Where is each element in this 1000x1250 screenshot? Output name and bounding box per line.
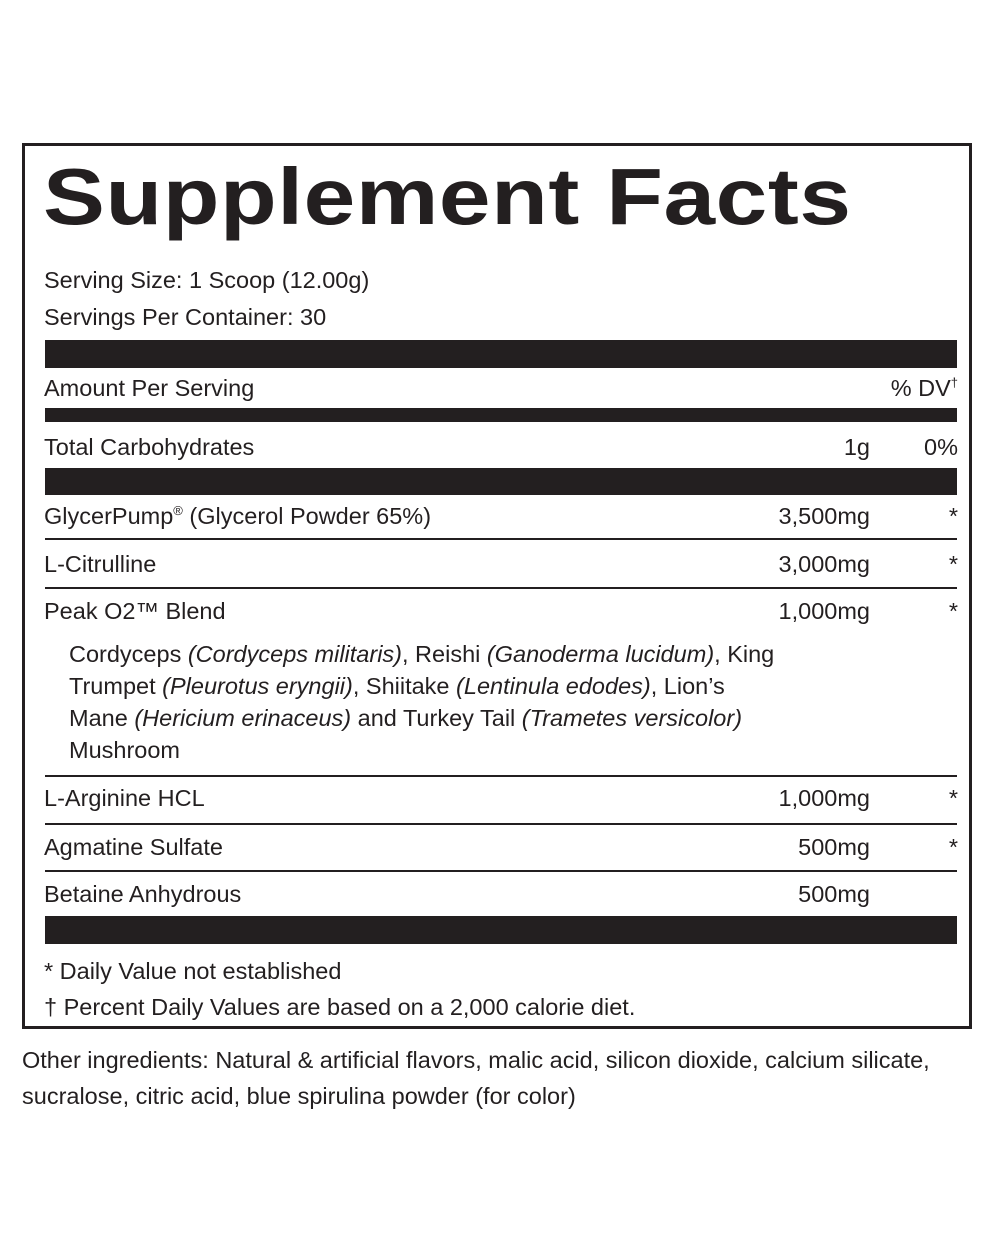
blend-part-latin: (Hericium erinaceus) [134, 705, 352, 731]
ingredient-row [44, 596, 958, 626]
blend-description [69, 638, 789, 766]
amount-header-row [44, 373, 958, 403]
ingredient-name: Peak O2™ Blend [44, 598, 226, 624]
blend-part-latin: (Cordyceps militaris) [187, 641, 402, 667]
blend-part: , Lion’s Mane [69, 673, 725, 731]
ingredient-amount: 1,000mg [778, 598, 870, 624]
row-divider [45, 823, 957, 825]
servings-per-container: Servings Per Container: 30 [44, 304, 327, 330]
carbs-dv: 0% [924, 434, 958, 460]
blend-part-latin: (Lentinula edodes) [456, 673, 651, 699]
dv-header [891, 373, 958, 403]
ingredient-amount: 3,500mg [778, 503, 870, 529]
dv-dagger: † [950, 375, 958, 391]
blend-part-latin: (Pleurotus eryngii) [162, 673, 353, 699]
ingredient-name: L-Citrulline [44, 551, 157, 577]
blend-part: , Reishi [402, 641, 487, 667]
ingredient-name [44, 501, 431, 531]
blend-part: , Shiitake [352, 673, 457, 699]
blend-part: Cordyceps [69, 641, 188, 667]
ingredient-dv: * [948, 503, 958, 529]
blend-part: , King Trumpet [69, 641, 775, 699]
ingredient-amount: 1,000mg [778, 785, 870, 811]
supplement-facts-panel [22, 143, 972, 1029]
row-divider [45, 587, 957, 589]
serving-size: Serving Size: 1 Scoop (12.00g) [44, 267, 370, 293]
thick-divider-top [45, 340, 957, 368]
footnote-percent-dv: † Percent Daily Values are based on a 2,000 calorie diet. [44, 994, 636, 1020]
glycerpump-name: GlycerPump [44, 503, 174, 529]
ingredient-amount: 3,000mg [778, 551, 870, 577]
ingredient-dv: * [948, 834, 958, 860]
row-divider [45, 870, 957, 872]
amount-per-serving-label: Amount Per Serving [44, 375, 255, 401]
ingredient-row [44, 501, 958, 531]
panel-title: Supplement Facts [43, 152, 852, 241]
ingredient-dv: * [948, 551, 958, 577]
row-divider [45, 775, 957, 777]
dv-header-label: % DV [890, 375, 951, 401]
medium-divider [45, 408, 957, 422]
ingredient-amount: 500mg [798, 834, 870, 860]
blend-part: and Turkey Tail [351, 705, 522, 731]
ingredient-row [44, 832, 958, 862]
ingredient-row [44, 783, 958, 813]
row-divider [45, 538, 957, 540]
ingredient-name: Betaine Anhydrous [44, 881, 242, 907]
ingredient-name: L-Arginine HCL [44, 785, 205, 811]
carbs-amount: 1g [843, 434, 870, 460]
ingredient-row [44, 549, 958, 579]
blend-part: Mushroom [69, 737, 181, 763]
ingredient-name: Agmatine Sulfate [44, 834, 223, 860]
carbs-name: Total Carbohydrates [44, 434, 255, 460]
footnote-daily-value: * Daily Value not established [44, 958, 342, 984]
carbs-row [44, 432, 958, 462]
registered-mark: ® [173, 503, 183, 519]
other-ingredients: Other ingredients: Natural & artificial flavors, malic acid, silicon dioxide, calcium silicate, sucralose, citric acid, blue spirulina powder (for color) [22, 1047, 930, 1109]
thick-divider-middle [45, 468, 957, 495]
blend-part-latin: (Ganoderma lucidum) [486, 641, 715, 667]
glycerpump-suffix: (Glycerol Powder 65%) [182, 503, 432, 529]
ingredient-row [44, 879, 958, 909]
thick-divider-bottom [45, 916, 957, 944]
ingredient-dv: * [948, 598, 958, 624]
ingredient-dv: * [948, 785, 958, 811]
ingredient-amount: 500mg [798, 881, 870, 907]
blend-part-latin: (Trametes versicolor) [521, 705, 743, 731]
